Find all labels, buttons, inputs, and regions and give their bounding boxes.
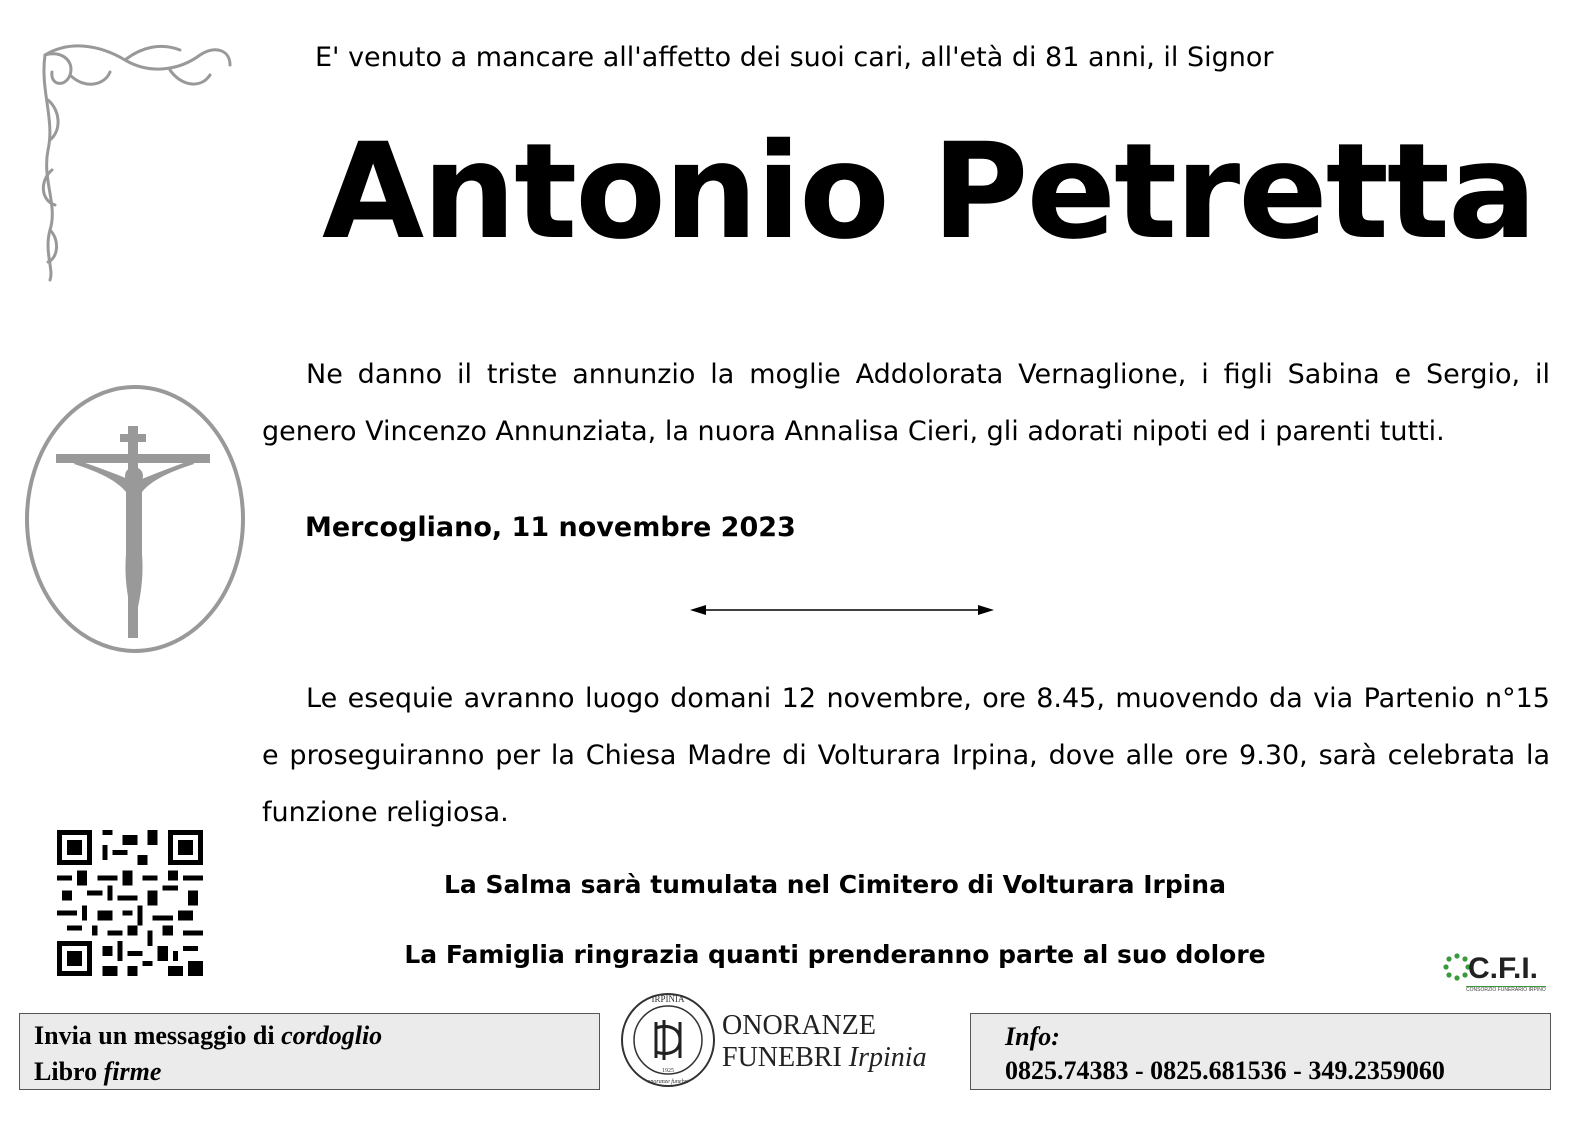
seal-top-text: IRPINIA	[651, 994, 685, 1004]
place-date: Mercogliano, 11 novembre 2023	[305, 512, 796, 543]
funeral-home-seal-icon	[618, 990, 718, 1090]
funeral-home-line2-italic: Irpinia	[848, 1042, 927, 1073]
funeral-home-line2-prefix: FUNEBRI	[722, 1042, 849, 1073]
seal-year-text: 1925	[662, 1068, 674, 1074]
funeral-home-name	[722, 1010, 927, 1074]
qr-code-icon	[57, 830, 203, 976]
funeral-home-line1: ONORANZE	[722, 1010, 876, 1041]
deceased-name: Antonio Petretta	[322, 115, 1536, 269]
send-condolence-prefix: Invia un messaggio di	[34, 1021, 282, 1050]
announcement-text: Ne danno il triste annunzio la moglie Addolorata Vernaglione, i figli Sabina e Sergio, il genero Vincenzo Annunziata, la nuora Annalisa Cieri, gli adorati nipoti ed i parenti tutti.	[262, 359, 1550, 447]
condolence-box[interactable]	[19, 1013, 600, 1090]
intro-text: E' venuto a mancare all'affetto dei suoi cari, all'età di 81 anni, il Signor	[315, 42, 1274, 73]
cfi-dots-icon	[1443, 953, 1471, 981]
info-label-text: Info:	[1005, 1022, 1060, 1051]
guestbook-link[interactable]	[34, 1054, 585, 1090]
guestbook-italic: firme	[103, 1057, 162, 1086]
thanks-text: La Famiglia ringrazia quanti prenderanno parte al suo dolore	[404, 940, 1266, 969]
info-box	[970, 1013, 1551, 1090]
burial-text: La Salma sarà tumulata nel Cimitero di Volturara Irpina	[444, 870, 1226, 899]
cfi-logo-text: C.F.I.	[1468, 952, 1539, 985]
seal-bottom-text: onoranze funebri	[647, 1079, 689, 1085]
double-arrow-icon	[688, 602, 996, 618]
cfi-subtitle: CONSORZIO FUNERARIO IRPINO	[1466, 987, 1546, 993]
info-label	[1005, 1020, 1516, 1054]
info-phones[interactable]: 0825.74383 - 0825.681536 - 349.2359060	[1005, 1056, 1445, 1085]
send-condolence-italic: cordoglio	[281, 1021, 383, 1050]
crucifix-icon	[24, 384, 246, 654]
ornament-corner-icon	[30, 30, 240, 285]
funeral-home-line2	[722, 1042, 927, 1074]
funeral-text: Le esequie avranno luogo domani 12 novembre, ore 8.45, muovendo da via Partenio n°15 e proseguiranno per la Chiesa Madre di Volturara Irpina, dove alle ore 9.30, sarà celebrata la funzione religiosa.	[262, 683, 1550, 828]
send-condolence-link[interactable]	[34, 1018, 585, 1054]
funeral-paragraph	[262, 670, 1550, 841]
announcement-paragraph	[262, 346, 1550, 460]
guestbook-prefix: Libro	[34, 1057, 104, 1086]
